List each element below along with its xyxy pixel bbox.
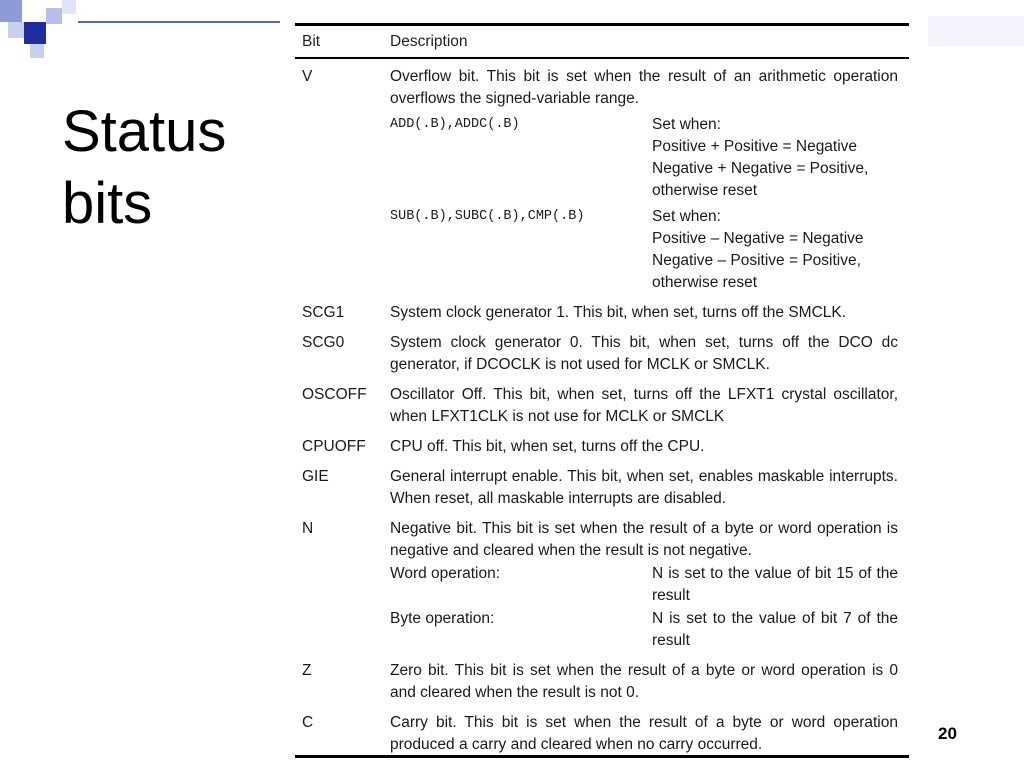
- bit-description: [382, 518, 898, 652]
- sub-value: [652, 608, 898, 652]
- slide-title: [62, 96, 226, 240]
- bit-name: V: [302, 68, 313, 85]
- bit-name: N: [302, 520, 314, 537]
- table-row: [295, 466, 909, 510]
- sub-value-line: Negative + Negative = Positive,: [652, 160, 869, 177]
- sub-value-line: otherwise reset: [652, 182, 758, 199]
- table-row: [295, 518, 909, 652]
- bit-name: OSCOFF: [302, 386, 367, 403]
- table-row: [295, 384, 909, 428]
- sub-row: [390, 114, 898, 202]
- bit-name: SCG0: [302, 334, 345, 351]
- bit-description: System clock generator 1. This bit, when set, turns off the SMCLK.: [390, 304, 847, 321]
- sub-value-line: Negative – Positive = Positive,: [652, 252, 861, 269]
- bit-name: GIE: [302, 468, 329, 485]
- bit-name: SCG1: [302, 304, 345, 321]
- bit-description: Oscillator Off. This bit, when set, turns off the LFXT1 crystal oscillator, when LFXT1CLK is not use for MCLK or SMCLK: [390, 386, 898, 425]
- slide-title-line: bits: [62, 171, 153, 236]
- sub-value-line: Set when:: [652, 116, 721, 133]
- decor-square: [8, 22, 24, 38]
- sub-value-line: N is set to the value of bit 7 of the result: [652, 610, 898, 649]
- sub-value-line: N is set to the value of bit 15 of the result: [652, 565, 898, 604]
- sub-value: [652, 114, 898, 202]
- description-text: Overflow bit. This bit is set when the result of an arithmetic operation overflows the signed-variable range.: [390, 68, 898, 107]
- table-row: [295, 332, 909, 376]
- table-row: [295, 712, 909, 756]
- status-bits-table: [295, 23, 909, 758]
- table-row: [295, 660, 909, 704]
- sub-key: Word operation:: [390, 565, 500, 582]
- decor-square: [30, 44, 44, 58]
- bit-name: CPUOFF: [302, 438, 366, 455]
- sub-value-line: Positive + Positive = Negative: [652, 138, 858, 155]
- sub-row: [390, 608, 898, 652]
- decor-square: [0, 0, 22, 22]
- sub-key: ADD(.B),ADDC(.B): [390, 117, 520, 132]
- decor-divider: [78, 21, 280, 23]
- sub-key: Byte operation:: [390, 610, 495, 627]
- bit-description: System clock generator 0. This bit, when set, turns off the DCO dc generator, if DCOCLK is not used for MCLK or SMCLK.: [390, 334, 898, 373]
- sub-value: [652, 206, 898, 294]
- bit-description: [382, 66, 898, 294]
- sub-value-line: Set when:: [652, 208, 721, 225]
- decor-panel: [928, 16, 1024, 46]
- sub-row: [390, 563, 898, 607]
- description-text: Negative bit. This bit is set when the result of a byte or word operation is negative and cleared when the result is not negative.: [390, 520, 898, 559]
- table-row: [295, 436, 909, 458]
- sub-value: [652, 563, 898, 607]
- decor-square: [24, 22, 46, 44]
- sub-row: [390, 206, 898, 294]
- decor-square: [46, 8, 62, 24]
- table-row: [295, 66, 909, 294]
- bit-name: Z: [302, 662, 312, 679]
- sub-value-line: otherwise reset: [652, 274, 758, 291]
- sub-value-line: Positive – Negative = Negative: [652, 230, 864, 247]
- sub-key: SUB(.B),SUBC(.B),CMP(.B): [390, 209, 585, 224]
- header-bit: Bit: [302, 32, 321, 50]
- header-description: Description: [390, 32, 468, 50]
- bit-description: CPU off. This bit, when set, turns off the CPU.: [390, 438, 705, 455]
- table-row: [295, 302, 909, 324]
- slide-number: 20: [938, 724, 957, 743]
- bit-name: C: [302, 714, 314, 731]
- bit-description: General interrupt enable. This bit, when set, enables maskable interrupts. When reset, all maskable interrupts are disabled.: [390, 468, 898, 507]
- decor-square: [62, 0, 76, 14]
- slide-title-line: Status: [62, 99, 227, 164]
- table-header: [295, 26, 909, 59]
- bit-description: Zero bit. This bit is set when the result of a byte or word operation is 0 and cleared when the result is not 0.: [390, 662, 898, 701]
- bit-description: Carry bit. This bit is set when the result of a byte or word operation produced a carry and cleared when no carry occurred.: [390, 714, 898, 753]
